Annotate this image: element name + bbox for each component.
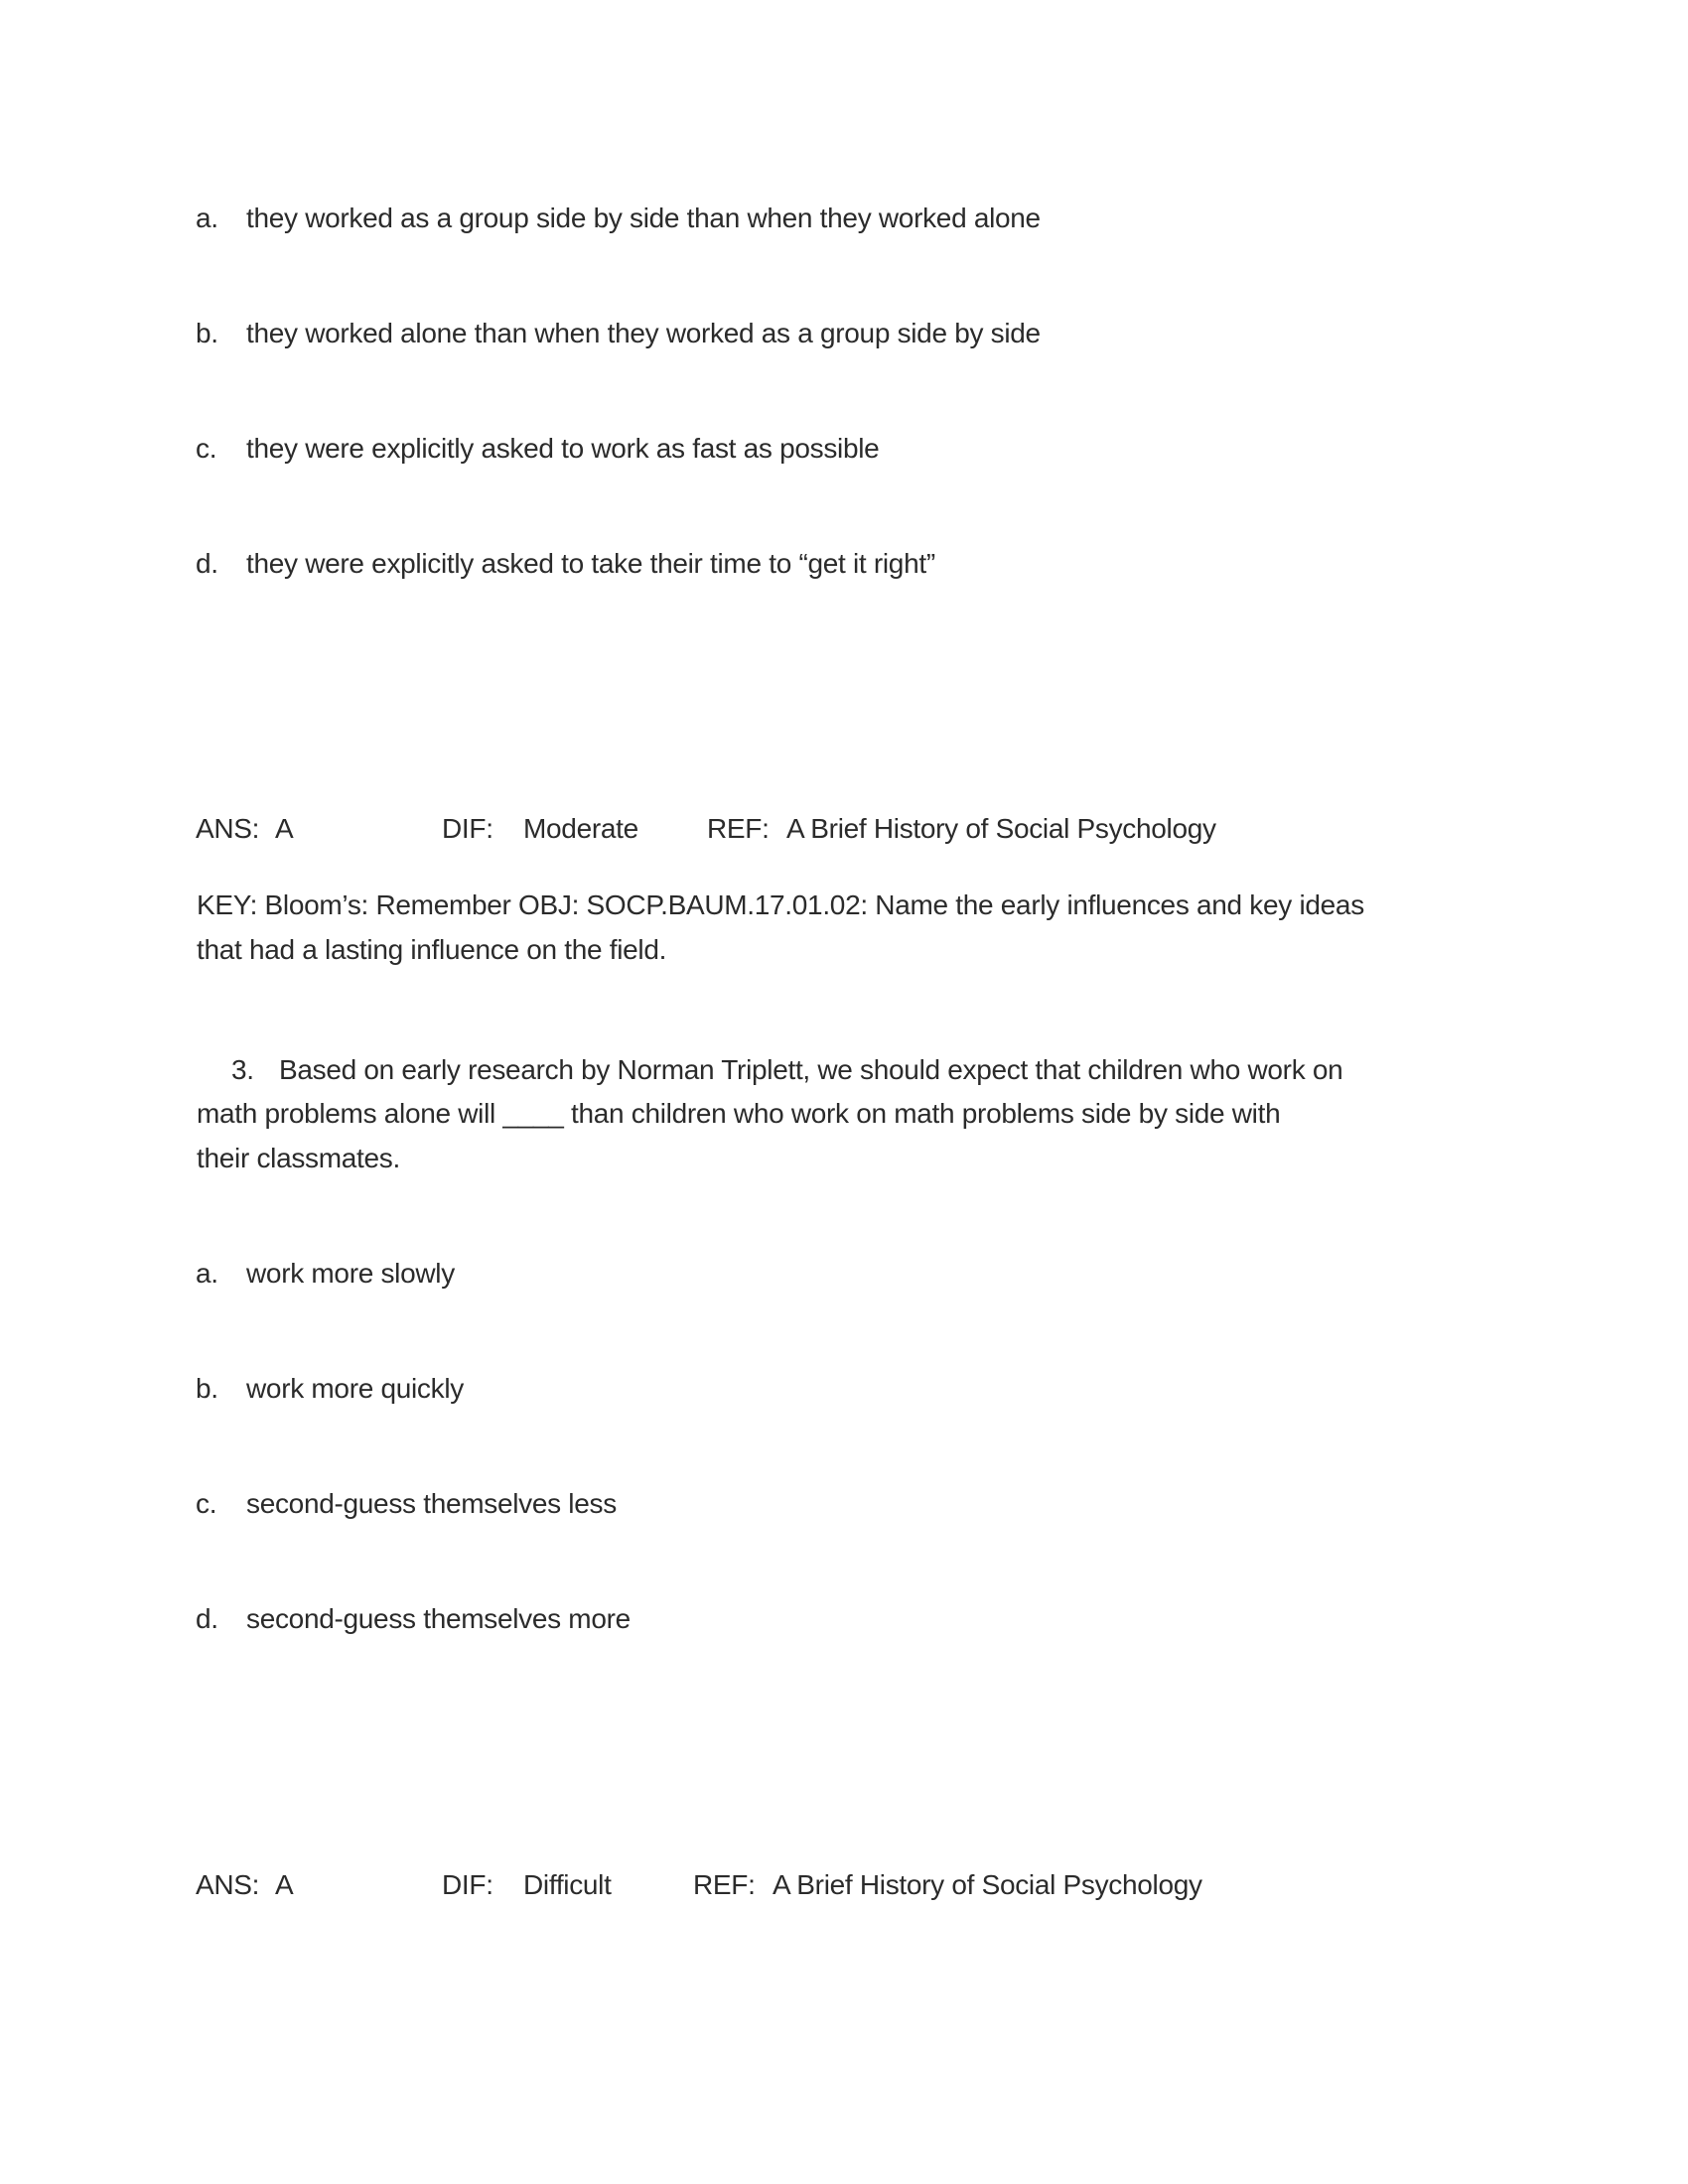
option-letter: c. — [196, 1488, 217, 1519]
option-letter: d. — [196, 1603, 218, 1634]
option-letter: b. — [196, 318, 218, 348]
ref-label: REF: — [693, 1869, 756, 1900]
dif-value: Moderate — [523, 813, 638, 844]
option-text: they worked alone than when they worked as a group side by side — [246, 318, 1041, 348]
option-text: second-guess themselves less — [246, 1488, 617, 1519]
dif-value: Difficult — [523, 1869, 612, 1900]
option-letter: c. — [196, 433, 217, 464]
option-text: they were explicitly asked to work as fast as possible — [246, 433, 880, 464]
option-text: work more slowly — [246, 1258, 455, 1289]
ans-value: A — [275, 813, 294, 844]
q3-stem-line-3: their classmates. — [197, 1143, 400, 1173]
q2-key-line-1: KEY: Bloom’s: Remember OBJ: SOCP.BAUM.17.01.02: Name the early influences and key ideas — [197, 889, 1364, 920]
option-letter: a. — [196, 203, 218, 233]
q3-number: 3. — [231, 1054, 254, 1085]
ans-label: ANS: — [196, 1869, 260, 1900]
q3-stem-line-1: Based on early research by Norman Triplett, we should expect that children who work on — [279, 1054, 1343, 1085]
ans-label: ANS: — [196, 813, 260, 844]
dif-label: DIF: — [442, 813, 493, 844]
ref-label: REF: — [707, 813, 770, 844]
option-text: they worked as a group side by side than when they worked alone — [246, 203, 1041, 233]
dif-label: DIF: — [442, 1869, 493, 1900]
ans-value: A — [275, 1869, 294, 1900]
option-letter: a. — [196, 1258, 218, 1289]
option-text: second-guess themselves more — [246, 1603, 631, 1634]
option-text: work more quickly — [246, 1373, 464, 1404]
q3-stem-line-2: math problems alone will ____ than children who work on math problems side by side with — [197, 1098, 1281, 1129]
ref-value: A Brief History of Social Psychology — [773, 1869, 1202, 1900]
option-letter: d. — [196, 548, 218, 579]
option-text: they were explicitly asked to take their time to “get it right” — [246, 548, 935, 579]
ref-value: A Brief History of Social Psychology — [786, 813, 1216, 844]
option-letter: b. — [196, 1373, 218, 1404]
q2-key-line-2: that had a lasting influence on the field. — [197, 934, 667, 965]
